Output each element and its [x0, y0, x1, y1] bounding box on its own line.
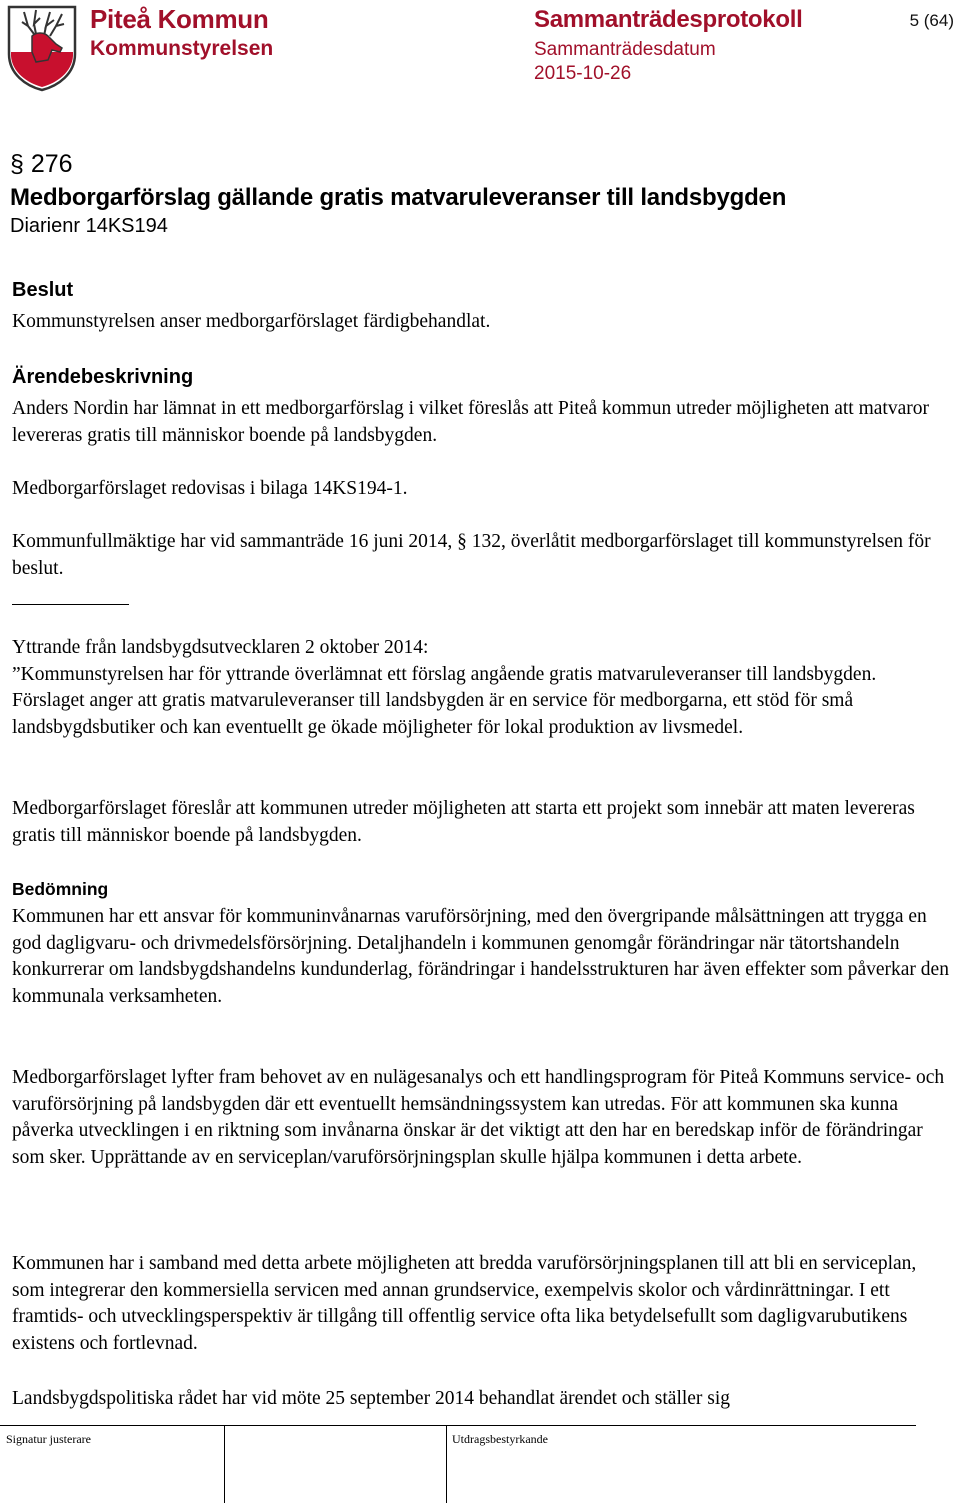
assessment-paragraph-1: Kommunen har ett ansvar för kommuninvånarnas varuförsörjning, med den övergripande målsättningen att trygga en god dagligvaru- och drivmedelsförsörjning. Detaljhandeln i kommunen genomgår förändringar när tätortshandeln konkurrerar om landsbygdshandelns kundunderlag, förändringar i handelsstrukturen har även effekter som påverkar den kommunala verksamheten.: [12, 906, 949, 1007]
document-type: Sammanträdesprotokoll: [534, 6, 803, 33]
assessment-paragraph-2: Medborgarförslaget lyfter fram behovet av en nulägesanalys och ett handlingsprogram för Piteå Kommuns service- och varuförsörjning på landsbygden där ett eventuellt hemsändningssystem kan utredas. För att kommunen ska kunna påverka utvecklingen i en riktning som invånarna önskar är det viktigt att den har en beredskap inför de förändringar som sker. Upprättande av en serviceplan/varuförsörjningsplan skulle hjälpa kommunen i detta arbete.: [12, 1067, 945, 1168]
description-paragraph-2: Medborgarförslaget redovisas i bilaga 14KS194-1.: [12, 478, 408, 499]
assessment-paragraph-3: Kommunen har i samband med detta arbete möjligheten att bredda varuförsörjningsplanen till att bli en serviceplan, som integrerar den kommersiella servicen med annan grundservice, exempelvis skolor och vårdinrättningar. I ett framtids- och utvecklingsperspektiv är tillgång till offentlig service ofta lika betydelsefullt som dagligvarubutikens existens och fortlevnad.: [12, 1253, 917, 1354]
description-paragraph-1: Anders Nordin har lämnat in ett medborgarförslag i vilket föreslås att Piteå kommun utreder möjligheten att matvaror levereras gratis till människor boende på landsbygden.: [12, 398, 929, 446]
assessment-paragraph-4: Landsbygdspolitiska rådet har vid möte 25 september 2014 behandlat ärendet och ställer sig: [12, 1388, 731, 1409]
meeting-date-label: Sammanträdesdatum: [534, 39, 716, 60]
municipality-logo: [6, 4, 78, 92]
extract-certification-label: Utdragsbestyrkande: [452, 1432, 548, 1446]
footer-divider-1: [224, 1425, 225, 1503]
case-title: Medborgarförslag gällande gratis matvaruleveranser till landsbygden: [10, 184, 787, 211]
footer-rule: [0, 1425, 916, 1426]
decision-text: Kommunstyrelsen anser medborgarförslaget färdigbehandlat.: [12, 311, 491, 332]
description-paragraph-3: Kommunfullmäktige har vid sammanträde 16 juni 2014, § 132, överlåtit medborgarförslaget till kommunstyrelsen för beslut.: [12, 531, 931, 579]
reindeer-shield-icon: [6, 4, 78, 92]
assessment-heading: Bedömning: [12, 879, 109, 899]
footer-divider-2: [446, 1425, 447, 1503]
paragraph-number: § 276: [10, 150, 73, 178]
diary-number: Diarienr 14KS194: [10, 215, 168, 237]
department-name: Kommunstyrelsen: [90, 37, 274, 60]
signature-label: Signatur justerare: [6, 1432, 91, 1446]
decision-heading: Beslut: [12, 279, 74, 301]
description-heading: Ärendebeskrivning: [12, 366, 194, 388]
separator-line: [12, 604, 129, 605]
organization-name: Piteå Kommun: [90, 4, 269, 34]
description-paragraph-4: Yttrande från landsbygdsutvecklaren 2 oktober 2014: ”Kommunstyrelsen har för yttrande överlämnat ett förslag angående gratis matvaruleveranser till landsbygden. Förslaget anger att gratis matvaruleveranser till landsbygden är en service för medborgarna, ett stöd för små landsbygdsbutiker och kan eventuellt ge ökade möjligheter för lokal produktion av livsmedel.: [12, 637, 877, 738]
page-number: 5 (64): [909, 11, 954, 30]
description-paragraph-5: Medborgarförslaget föreslår att kommunen utreder möjligheten att starta ett projekt som innebär att maten levereras gratis till människor boende på landsbygden.: [12, 798, 915, 846]
meeting-date-value: 2015-10-26: [534, 63, 632, 84]
